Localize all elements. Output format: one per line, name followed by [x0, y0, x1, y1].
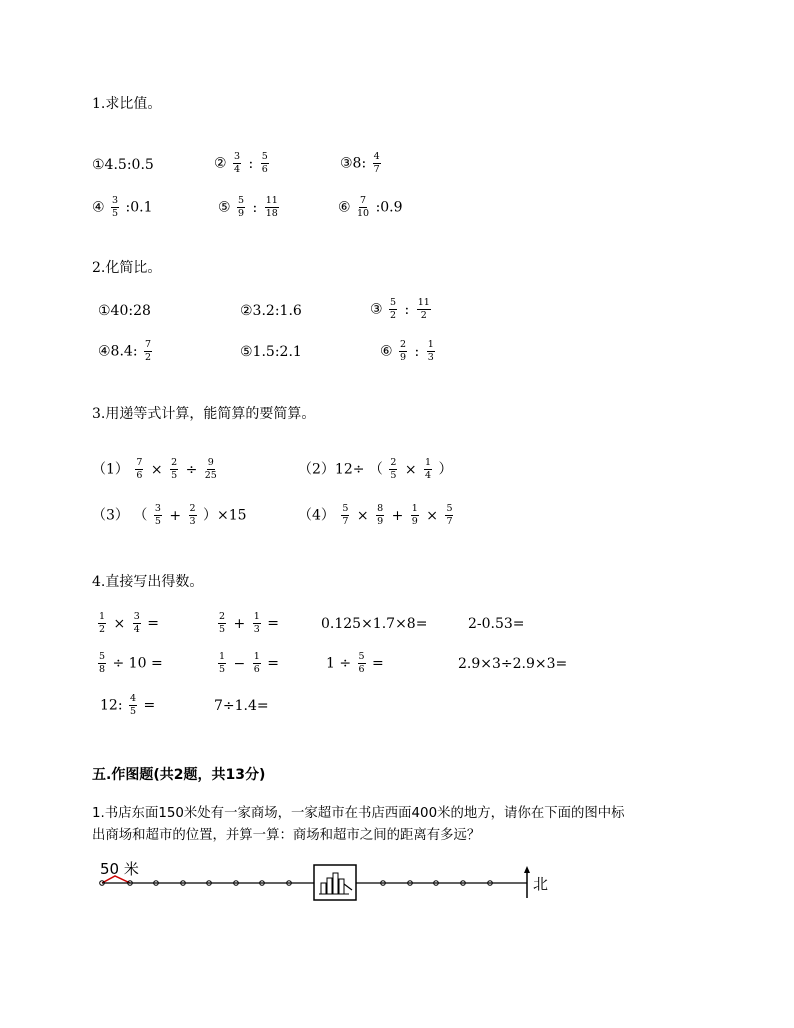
number-line-diagram: [90, 852, 560, 912]
q3-problem-1: （1） $\frac{7}{6}$ × $\frac{2}{5}$ ÷ $\frac{9}{25}$: [92, 457, 217, 481]
q4-title: 4.直接写出得数。: [92, 574, 204, 590]
section-5-title: 五.作图题(共2题，共13分): [92, 767, 266, 783]
section-5-problem-line-1: 1.书店东面150米处有一家商场，一家超市在书店西面400米的地方，请你在下面的图中标: [92, 806, 625, 821]
q4-item-b: $\frac{2}{5}$ + $\frac{1}{3}$ =: [219, 611, 279, 635]
q4-item-d: 2-0.53=: [468, 616, 525, 632]
q4-item-a: $\frac{1}{2}$ × $\frac{3}{4}$ =: [99, 611, 159, 635]
q1-item-2: ② $\frac{3}{4}$ : $\frac{5}{6}$: [214, 151, 268, 175]
q3-problem-3: （3） （ $\frac{3}{5}$ + $\frac{2}{3}$ ）×15: [92, 503, 247, 527]
q1-item-3: ③8: $\frac{4}{7}$: [340, 151, 380, 175]
q4-item-c: 0.125×1.7×8=: [321, 616, 428, 632]
q3-problem-4: （4） $\frac{5}{7}$ × $\frac{8}{9}$ + $\frac{1}{9}$ × $\frac{5}{7}$: [298, 503, 453, 527]
q3-title: 3.用递等式计算，能简算的要简算。: [92, 406, 316, 422]
q1-item-1: ①4.5:0.5: [92, 157, 154, 173]
q2-item-1: ①40:28: [98, 303, 151, 319]
q4-item-i: 12: $\frac{4}{5}$ =: [100, 693, 156, 717]
q4-item-g: 1 ÷ $\frac{5}{6}$ =: [326, 651, 384, 675]
q2-item-2: ②3.2:1.6: [240, 303, 302, 319]
q3-problem-2: （2）12÷ （ $\frac{2}{5}$ × $\frac{1}{4}$ ）: [298, 457, 453, 481]
q1-item-5: ⑤ $\frac{5}{9}$ : $\frac{11}{18}$: [218, 195, 278, 219]
scale-label: 50 米: [100, 860, 139, 878]
q4-item-f: $\frac{1}{5}$ − $\frac{1}{6}$ =: [219, 651, 279, 675]
q2-item-5: ⑤1.5:2.1: [240, 344, 302, 360]
q4-item-e: $\frac{5}{8}$ ÷ 10 =: [99, 651, 163, 675]
q1-item-6: ⑥ $\frac{7}{10}$ :0.9: [338, 195, 403, 219]
q4-item-h: 2.9×3÷2.9×3=: [458, 656, 568, 672]
section-5-problem-line-2: 出商场和超市的位置，并算一算：商场和超市之间的距离有多远？: [92, 828, 481, 843]
q2-item-6: ⑥ $\frac{2}{9}$ : $\frac{1}{3}$: [380, 339, 434, 363]
q2-item-4: ④8.4: $\frac{7}{2}$: [98, 339, 152, 363]
bookstore-icon: [314, 865, 356, 900]
q1-title: 1.求比值。: [92, 96, 162, 112]
q4-item-j: 7÷1.4=: [214, 698, 269, 714]
north-arrow-icon: [524, 866, 530, 898]
q2-title: 2.化简比。: [92, 260, 162, 276]
q1-item-4: ④ $\frac{3}{5}$ :0.1: [92, 195, 153, 219]
north-label: 北: [533, 875, 549, 893]
q2-item-3: ③ $\frac{5}{2}$ : $\frac{11}{2}$: [370, 297, 430, 321]
